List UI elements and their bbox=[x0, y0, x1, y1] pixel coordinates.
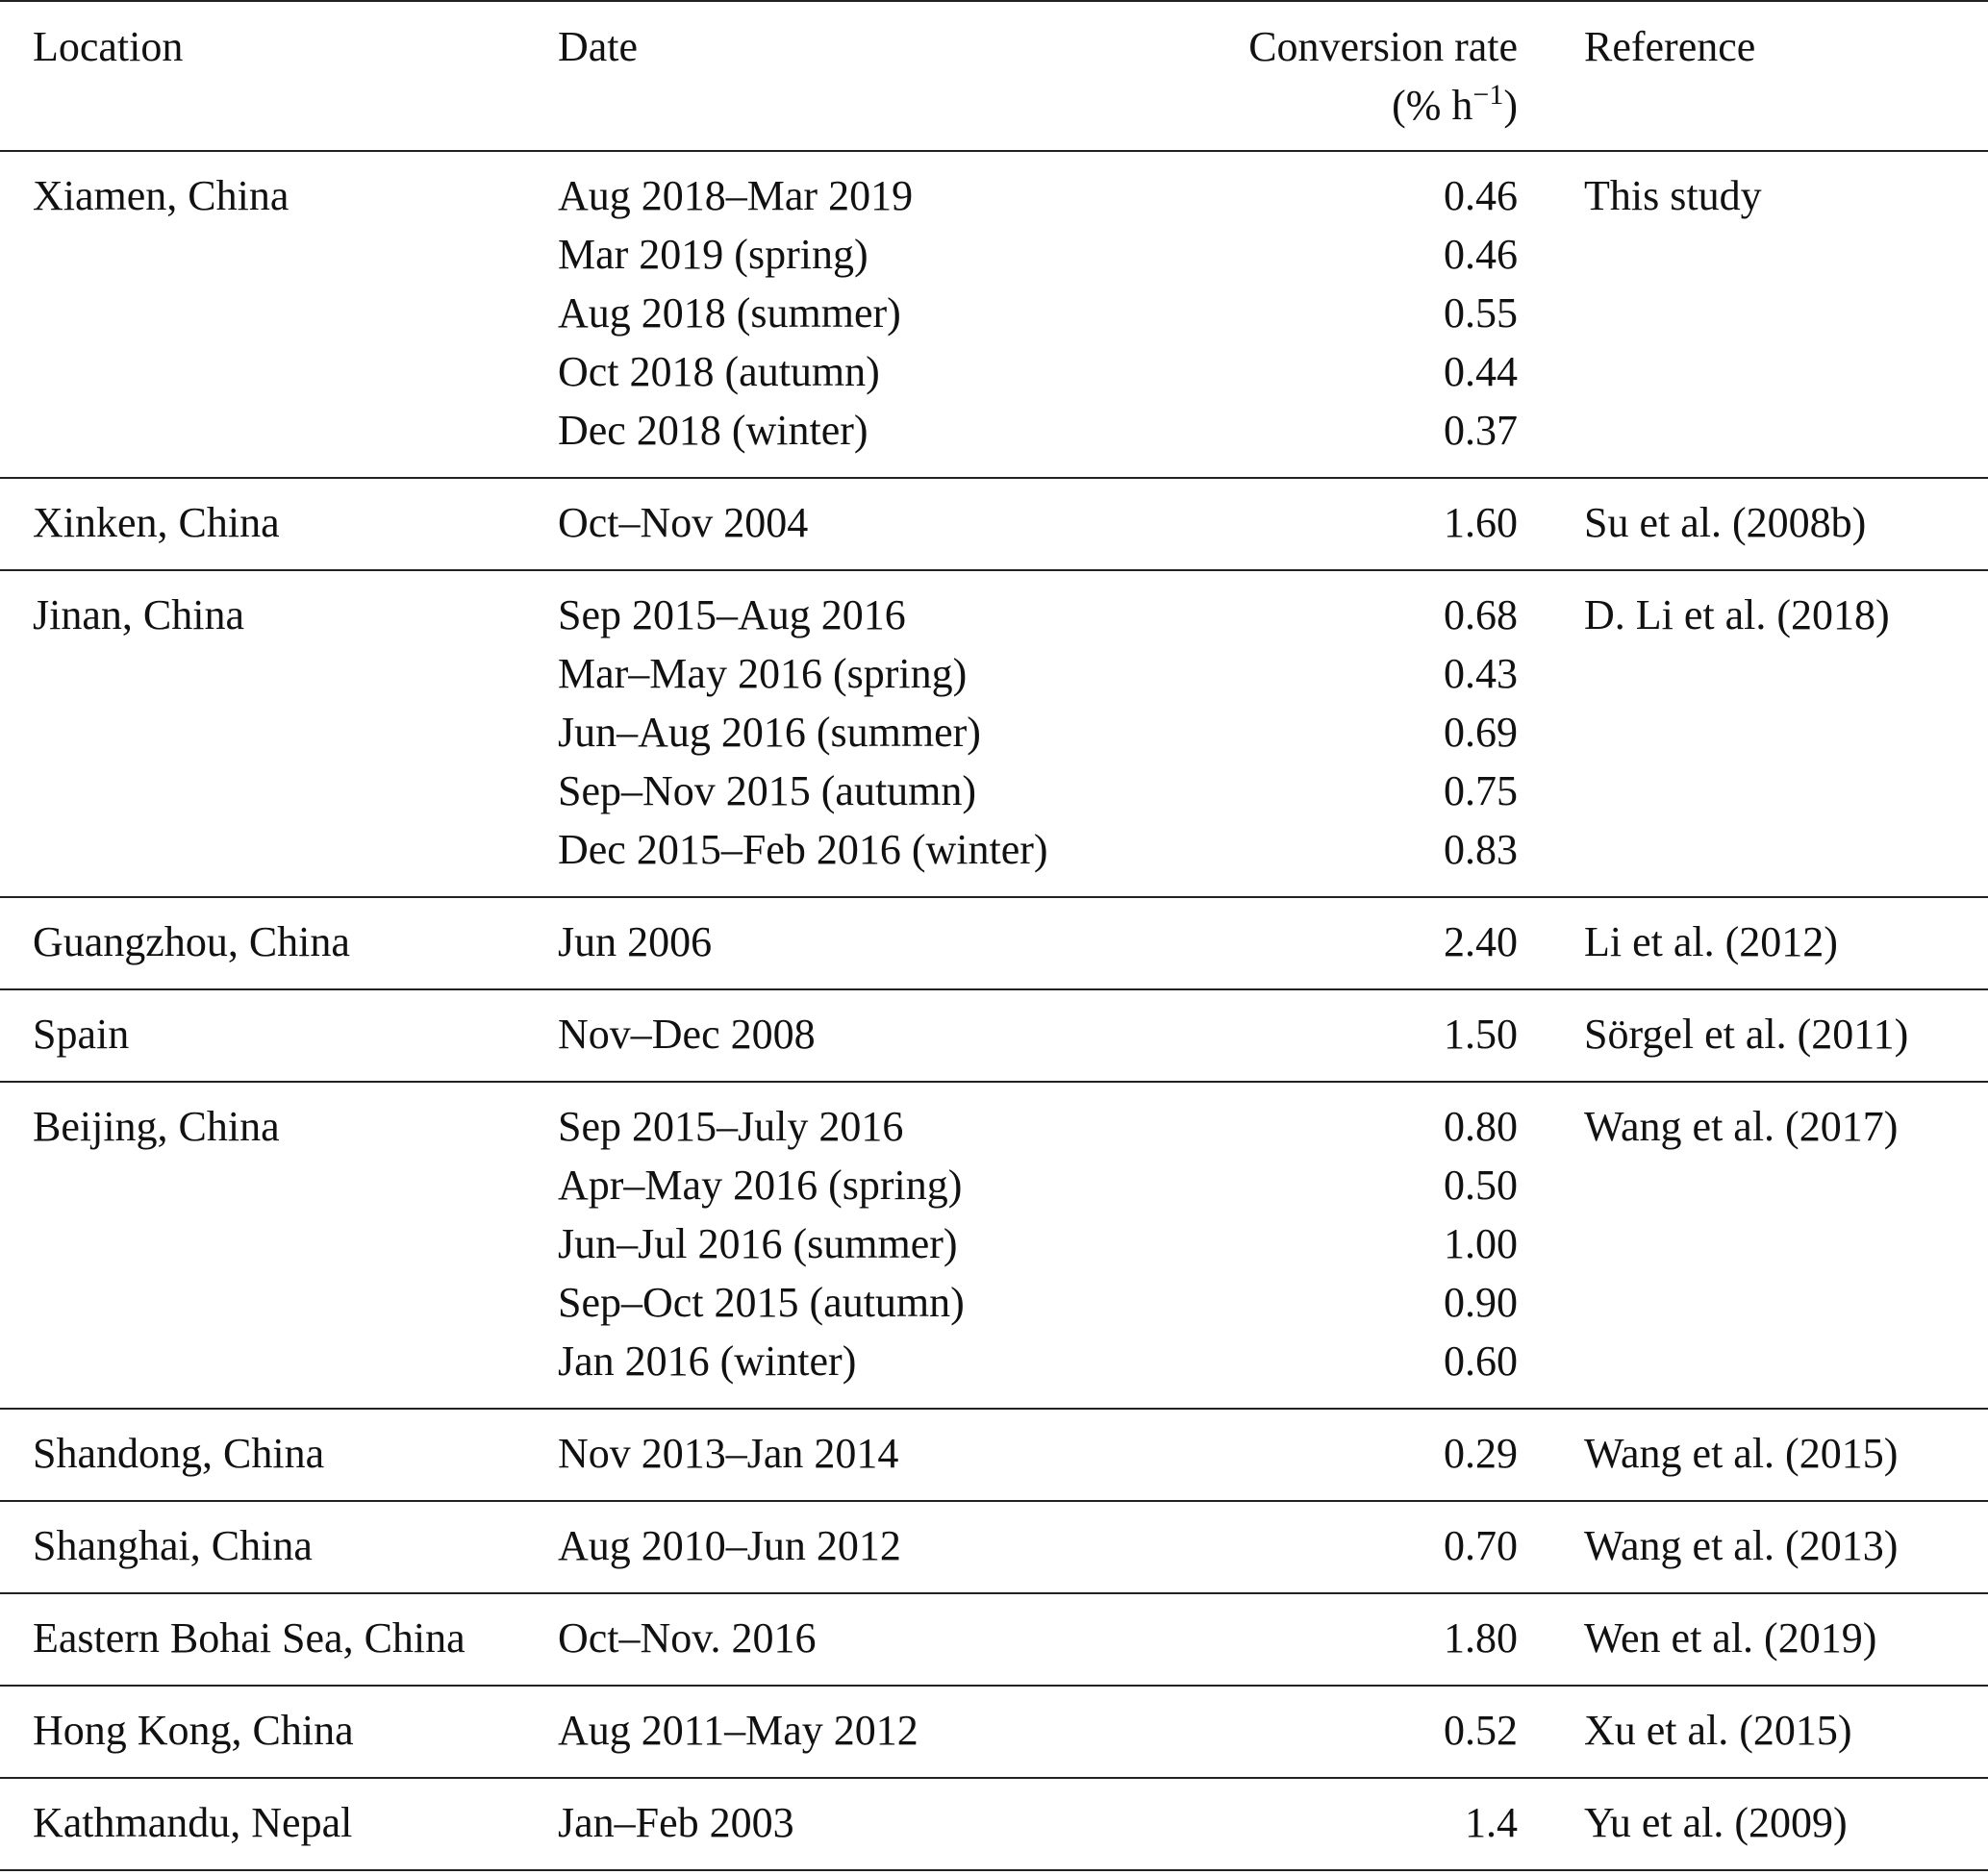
cell-conversion-rate: 0.29 bbox=[1154, 1409, 1518, 1501]
cell-reference bbox=[1518, 644, 1988, 703]
cell-date: Jan–Feb 2003 bbox=[558, 1778, 1154, 1870]
cell-date: Jan 2016 (winter) bbox=[558, 1332, 1154, 1409]
cell-conversion-rate: 1.80 bbox=[1154, 1593, 1518, 1686]
cell-reference bbox=[1518, 703, 1988, 762]
cell-date: Nov 2013–Jan 2014 bbox=[558, 1409, 1154, 1501]
cell-conversion-rate: 1.4 bbox=[1154, 1778, 1518, 1870]
cell-location bbox=[0, 401, 558, 478]
cell-conversion-rate: 0.37 bbox=[1154, 401, 1518, 478]
cell-conversion-rate: 0.43 bbox=[1444, 650, 1518, 697]
cell-reference bbox=[1518, 1332, 1988, 1409]
header-reference: Reference bbox=[1518, 1, 1988, 151]
cell-date: Mar–May 2016 (spring) bbox=[558, 650, 968, 697]
table-row bbox=[0, 342, 1988, 401]
table-row bbox=[0, 762, 1988, 820]
cell-location: Shanghai, China bbox=[0, 1501, 558, 1593]
cell-conversion-rate: 0.75 bbox=[1444, 767, 1518, 814]
cell-reference: Li et al. (2012) bbox=[1518, 897, 1988, 989]
cell-reference bbox=[1518, 342, 1988, 401]
cell-reference: Yu et al. (2009) bbox=[1518, 1778, 1988, 1870]
table-row bbox=[0, 1593, 1988, 1686]
cell-date: Nov–Dec 2008 bbox=[558, 989, 1154, 1082]
cell-location: Kathmandu, Nepal bbox=[0, 1778, 558, 1870]
cell-conversion-rate: 0.46 bbox=[1444, 172, 1518, 219]
table-row bbox=[0, 1082, 1988, 1156]
table-row bbox=[0, 1214, 1988, 1273]
cell-location: Xiamen, China bbox=[33, 172, 289, 219]
cell-conversion-rate: 0.44 bbox=[1444, 348, 1518, 395]
cell-conversion-rate: 0.90 bbox=[1444, 1279, 1518, 1326]
cell-date: Sep 2015–Aug 2016 bbox=[558, 591, 906, 638]
cell-reference bbox=[1518, 225, 1988, 284]
cell-reference: Wang et al. (2015) bbox=[1518, 1409, 1988, 1501]
cell-date: Oct 2018 (autumn) bbox=[558, 348, 880, 395]
cell-conversion-rate: 1.50 bbox=[1154, 989, 1518, 1082]
unit-close: ) bbox=[1503, 82, 1518, 129]
table-row bbox=[0, 1273, 1988, 1332]
cell-reference: Wang et al. (2017) bbox=[1584, 1103, 1899, 1150]
cell-location bbox=[0, 703, 558, 762]
cell-conversion-rate: 0.70 bbox=[1154, 1501, 1518, 1593]
cell-conversion-rate: 0.83 bbox=[1154, 820, 1518, 897]
table-row bbox=[0, 1409, 1988, 1501]
cell-date: Sep 2015–July 2016 bbox=[558, 1103, 904, 1150]
cell-location bbox=[0, 284, 558, 342]
cell-conversion-rate: 0.69 bbox=[1444, 709, 1518, 756]
cell-reference: Xu et al. (2015) bbox=[1518, 1686, 1988, 1778]
table-body bbox=[0, 151, 1988, 1870]
cell-date: Aug 2011–May 2012 bbox=[558, 1686, 1154, 1778]
cell-location: Eastern Bohai Sea, China bbox=[0, 1593, 558, 1686]
cell-location bbox=[0, 762, 558, 820]
table-row bbox=[0, 570, 1988, 644]
cell-date: Oct–Nov 2004 bbox=[558, 478, 1154, 570]
cell-date: Aug 2010–Jun 2012 bbox=[558, 1501, 1154, 1593]
cell-reference bbox=[1518, 284, 1988, 342]
cell-location: Spain bbox=[0, 989, 558, 1082]
table-row bbox=[0, 1332, 1988, 1409]
cell-location bbox=[0, 820, 558, 897]
cell-location bbox=[0, 1332, 558, 1409]
cell-location bbox=[0, 225, 558, 284]
cell-location: Hong Kong, China bbox=[0, 1686, 558, 1778]
table-row bbox=[0, 703, 1988, 762]
cell-date: Aug 2018 (summer) bbox=[558, 289, 901, 337]
cell-conversion-rate: 1.60 bbox=[1154, 478, 1518, 570]
table-row bbox=[0, 1686, 1988, 1778]
table-row bbox=[0, 225, 1988, 284]
table-row bbox=[0, 284, 1988, 342]
header-conversion-rate bbox=[1154, 1, 1518, 151]
table-row bbox=[0, 1778, 1988, 1870]
table-row bbox=[0, 1501, 1988, 1593]
cell-conversion-rate: 0.50 bbox=[1444, 1162, 1518, 1209]
cell-conversion-rate: 0.52 bbox=[1154, 1686, 1518, 1778]
cell-location: Xinken, China bbox=[0, 478, 558, 570]
table-row bbox=[0, 401, 1988, 478]
cell-reference: Sörgel et al. (2011) bbox=[1518, 989, 1988, 1082]
cell-location bbox=[0, 1273, 558, 1332]
cell-reference: Su et al. (2008b) bbox=[1518, 478, 1988, 570]
cell-location: Guangzhou, China bbox=[0, 897, 558, 989]
cell-reference bbox=[1518, 1156, 1988, 1214]
cell-date: Oct–Nov. 2016 bbox=[558, 1593, 1154, 1686]
header-rate-unit bbox=[1392, 79, 1518, 129]
cell-conversion-rate: 0.46 bbox=[1444, 231, 1518, 278]
cell-date: Dec 2015–Feb 2016 (winter) bbox=[558, 820, 1154, 897]
cell-date: Aug 2018–Mar 2019 bbox=[558, 172, 914, 219]
cell-conversion-rate: 0.68 bbox=[1444, 591, 1518, 638]
table-row bbox=[0, 989, 1988, 1082]
unit-exponent: −1 bbox=[1472, 79, 1504, 111]
cell-location bbox=[0, 1156, 558, 1214]
cell-date: Jun–Aug 2016 (summer) bbox=[558, 709, 981, 756]
cell-location bbox=[0, 342, 558, 401]
cell-date: Jun 2006 bbox=[558, 897, 1154, 989]
cell-date: Sep–Nov 2015 (autumn) bbox=[558, 767, 977, 814]
cell-reference bbox=[1518, 1214, 1988, 1273]
cell-location: Jinan, China bbox=[33, 591, 244, 638]
table-row bbox=[0, 897, 1988, 989]
cell-reference: D. Li et al. (2018) bbox=[1584, 591, 1890, 638]
header-rate-label: Conversion rate bbox=[1248, 23, 1518, 70]
table-row bbox=[0, 151, 1988, 225]
cell-conversion-rate: 2.40 bbox=[1154, 897, 1518, 989]
cell-reference: Wang et al. (2013) bbox=[1518, 1501, 1988, 1593]
cell-reference bbox=[1518, 762, 1988, 820]
cell-location bbox=[0, 644, 558, 703]
table-row bbox=[0, 820, 1988, 897]
unit-open: (% h bbox=[1392, 82, 1473, 129]
cell-reference bbox=[1518, 820, 1988, 897]
cell-conversion-rate: 1.00 bbox=[1444, 1220, 1518, 1267]
cell-conversion-rate: 0.60 bbox=[1154, 1332, 1518, 1409]
cell-date: Dec 2018 (winter) bbox=[558, 401, 1154, 478]
cell-conversion-rate: 0.55 bbox=[1444, 289, 1518, 337]
table-row bbox=[0, 478, 1988, 570]
header-row bbox=[0, 1, 1988, 151]
table-row bbox=[0, 644, 1988, 703]
cell-date: Sep–Oct 2015 (autumn) bbox=[558, 1279, 965, 1326]
cell-reference: Wen et al. (2019) bbox=[1518, 1593, 1988, 1686]
cell-reference bbox=[1518, 401, 1988, 478]
cell-location: Shandong, China bbox=[0, 1409, 558, 1501]
cell-date: Mar 2019 (spring) bbox=[558, 231, 868, 278]
cell-reference bbox=[1518, 1273, 1988, 1332]
cell-date: Apr–May 2016 (spring) bbox=[558, 1162, 963, 1209]
table-header bbox=[0, 1, 1988, 151]
cell-date: Jun–Jul 2016 (summer) bbox=[558, 1220, 958, 1267]
header-date: Date bbox=[558, 1, 1154, 151]
header-location: Location bbox=[0, 1, 558, 151]
cell-location: Beijing, China bbox=[33, 1103, 280, 1150]
table-row bbox=[0, 1156, 1988, 1214]
cell-reference: This study bbox=[1584, 172, 1762, 219]
cell-conversion-rate: 0.80 bbox=[1444, 1103, 1518, 1150]
cell-location bbox=[0, 1214, 558, 1273]
